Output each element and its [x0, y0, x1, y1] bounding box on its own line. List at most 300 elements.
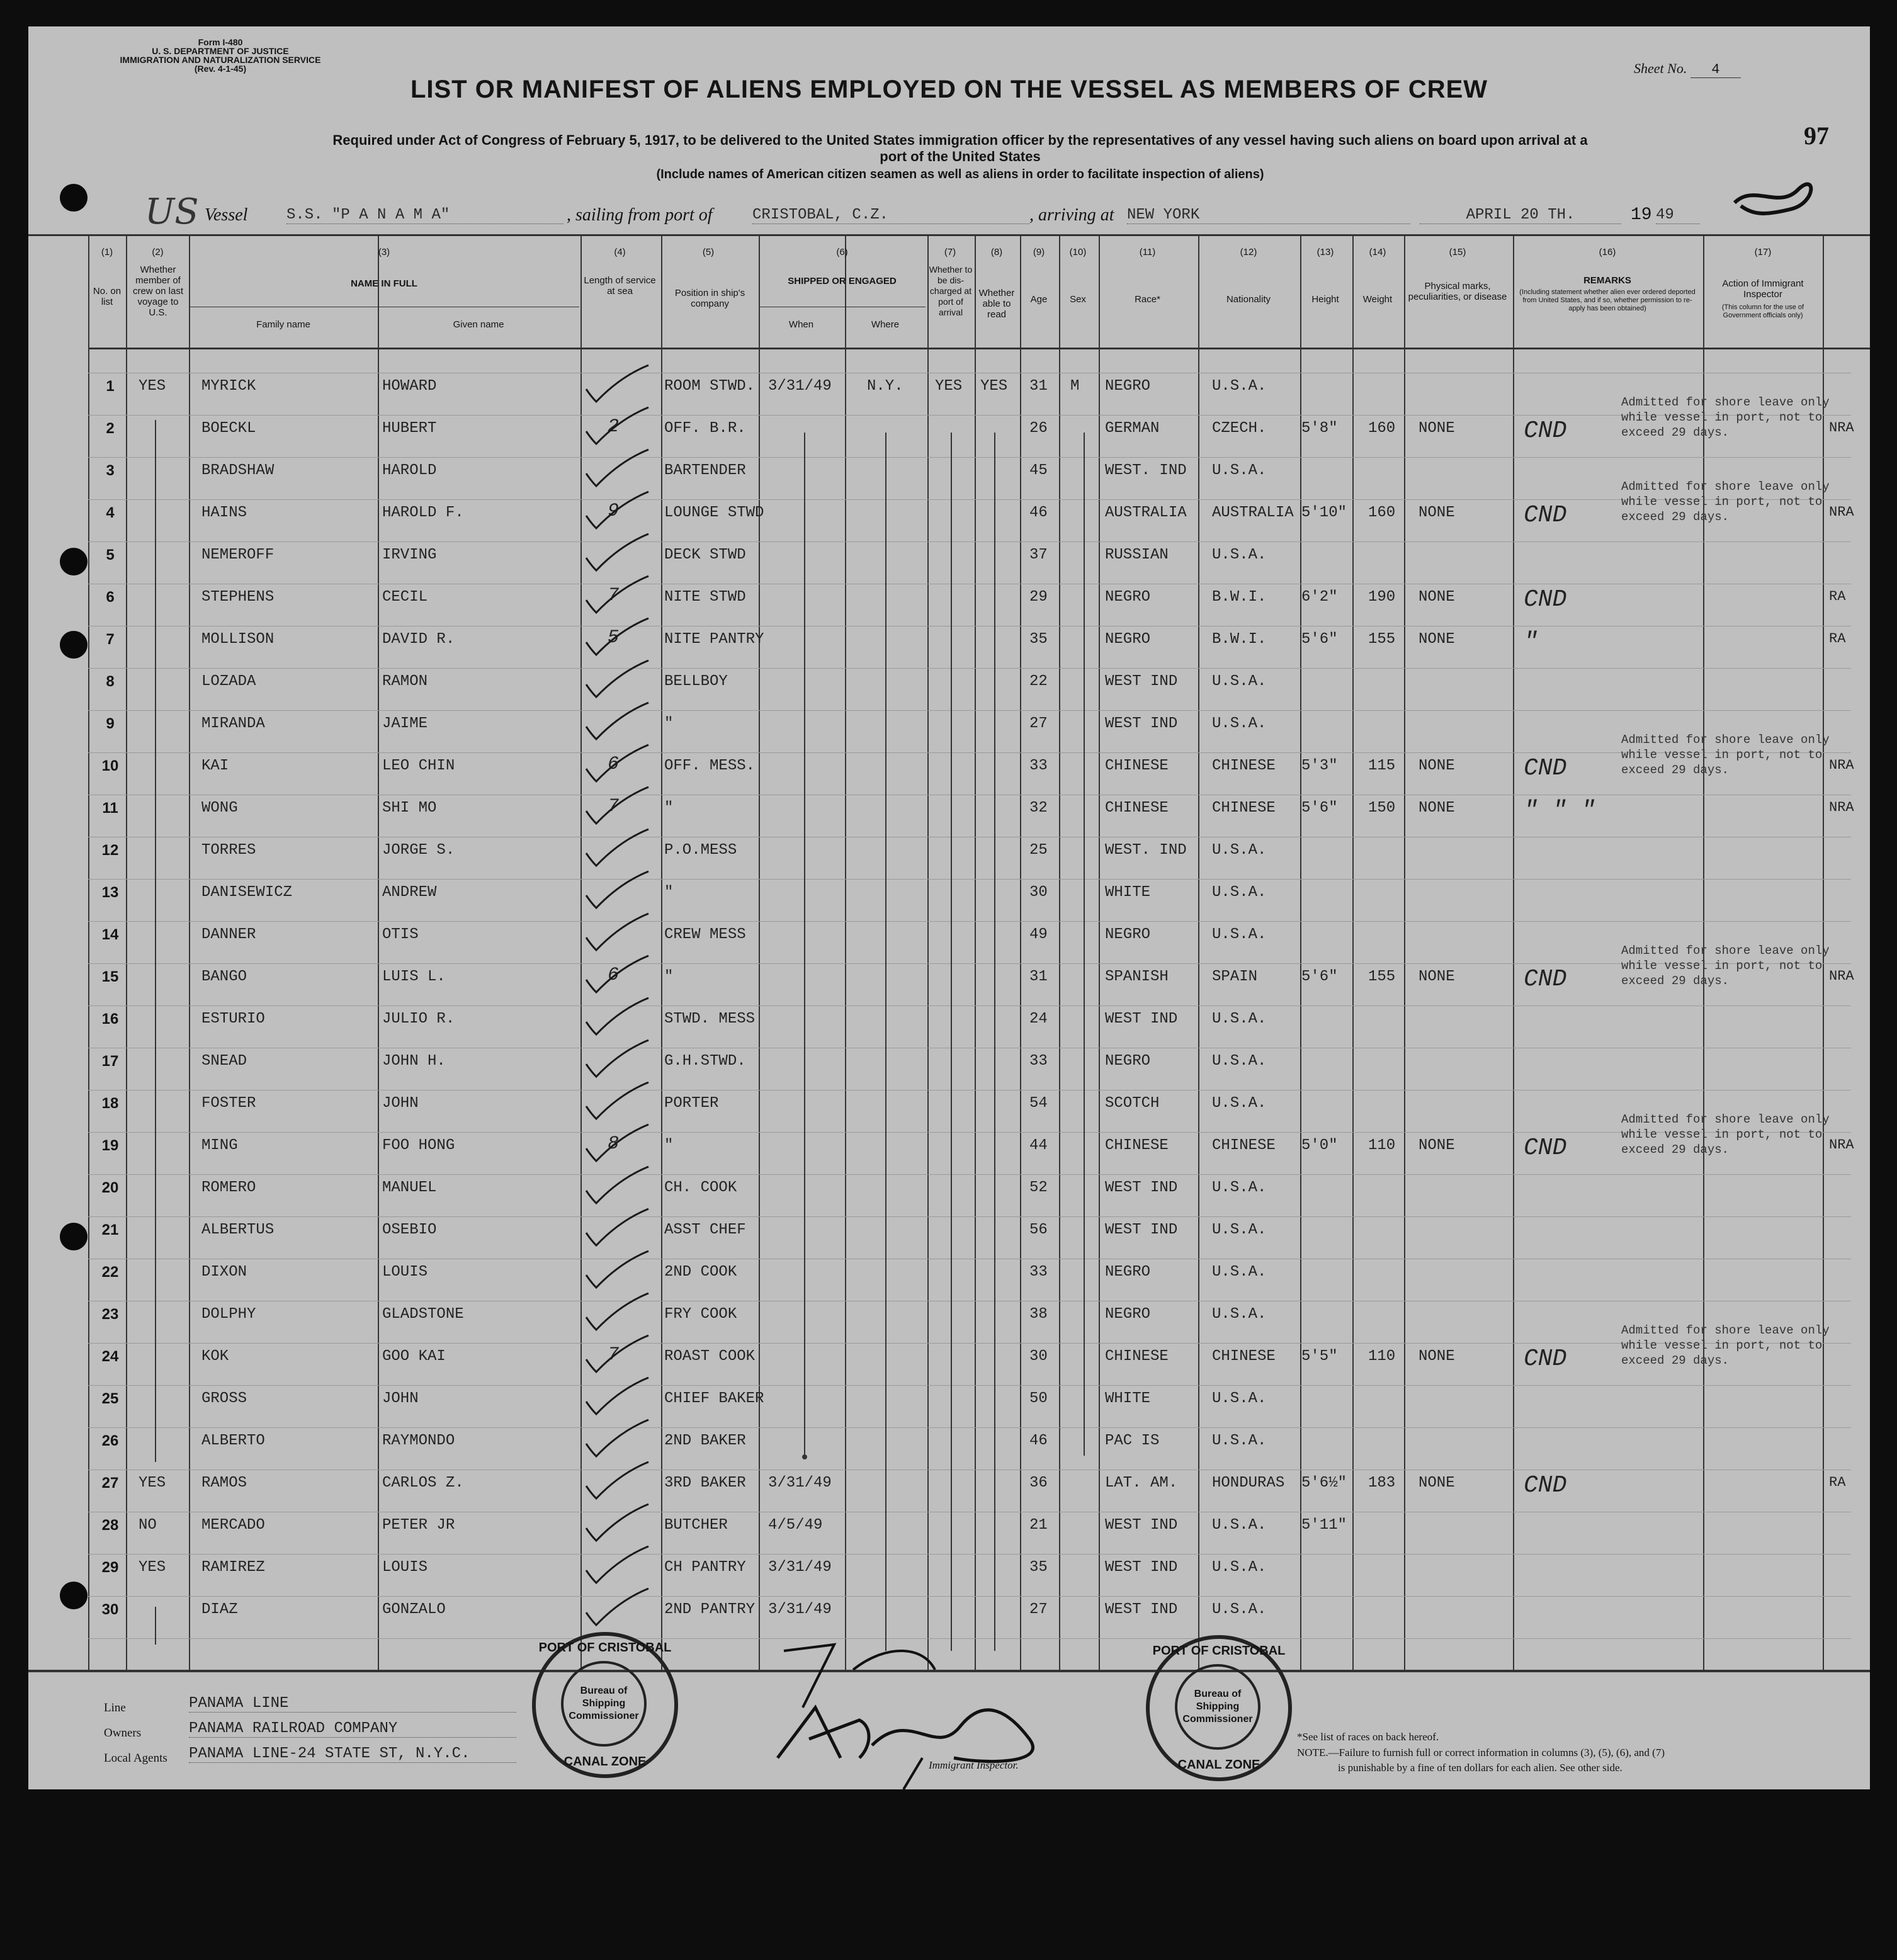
- cell-family: DIAZ: [201, 1601, 238, 1618]
- agents-value: PANAMA LINE-24 STATE ST, N.Y.C.: [189, 1745, 516, 1763]
- cell-race: RUSSIAN: [1105, 547, 1169, 564]
- cell-family: TORRES: [201, 842, 256, 859]
- col-num-15: (15): [1449, 247, 1466, 258]
- cell-family: DANNER: [201, 926, 256, 943]
- cell-race: NEGRO: [1105, 1264, 1151, 1281]
- ditto-lines: [28, 26, 1870, 1789]
- cell-age: 52: [1029, 1179, 1048, 1196]
- cell-given: ANDREW: [382, 884, 437, 901]
- cell-family: NEMEROFF: [201, 547, 275, 564]
- cell-no: 17: [101, 1053, 119, 1070]
- cell-sex: M: [1070, 378, 1080, 395]
- cell-position: ": [664, 884, 674, 901]
- cell-race: WEST IND: [1105, 1559, 1178, 1576]
- cell-family: MERCADO: [201, 1517, 265, 1534]
- stamp-ring-bottom: CANAL ZONE: [563, 1755, 647, 1769]
- cell-nationality: U.S.A.: [1212, 1390, 1267, 1407]
- cell-family: BANGO: [201, 968, 247, 985]
- cell-given: RAMON: [382, 673, 428, 690]
- cell-no: 18: [101, 1095, 119, 1112]
- cell-given: GOO KAI: [382, 1348, 446, 1365]
- cell-race: WEST IND: [1105, 1011, 1178, 1028]
- cell-given: HAROLD F.: [382, 504, 464, 521]
- cell-last-voyage: NO: [139, 1517, 157, 1534]
- cell-remark-note: Admitted for shore leave only while vessel in port, not to exceed 29 days.: [1621, 480, 1830, 524]
- cell-action: RA: [1829, 1475, 1846, 1490]
- cell-marks: NONE: [1419, 1348, 1455, 1365]
- col-head-remarks: REMARKS: [1583, 275, 1631, 286]
- cell-age: 33: [1029, 1264, 1048, 1281]
- cell-given: JOHN: [382, 1390, 419, 1407]
- col-head-remarks-note: (Including statement whether alien ever ordered deported from United States, and if so, whether permission to re-apply has been obtained): [1519, 288, 1696, 312]
- cell-service: 5: [608, 627, 620, 649]
- cell-family: ALBERTO: [201, 1432, 265, 1449]
- cell-nationality: U.S.A.: [1212, 715, 1267, 732]
- cell-no: 15: [101, 968, 119, 985]
- cell-family: DANISEWICZ: [201, 884, 293, 901]
- revision-date: (Rev. 4-1-45): [194, 64, 247, 74]
- cell-service: 7: [608, 1344, 620, 1366]
- cell-when: 3/31/49: [768, 1601, 832, 1618]
- cell-position: 3RD BAKER: [664, 1475, 746, 1492]
- cell-no: 23: [101, 1306, 119, 1323]
- cell-no: 27: [101, 1475, 119, 1492]
- cell-nationality: U.S.A.: [1212, 1053, 1267, 1070]
- cell-family: ESTURIO: [201, 1011, 265, 1028]
- cell-given: CARLOS Z.: [382, 1475, 464, 1492]
- cell-no: 13: [101, 884, 119, 901]
- cell-race: NEGRO: [1105, 1306, 1151, 1323]
- cell-weight: 150: [1368, 800, 1396, 817]
- cell-height: 5'6": [1301, 631, 1338, 648]
- cell-family: KOK: [201, 1348, 229, 1365]
- cell-position: ROAST COOK: [664, 1348, 756, 1365]
- col-head-read: Whether able to read: [978, 288, 1015, 320]
- cell-family: WONG: [201, 800, 238, 817]
- col-head-given: Given name: [453, 319, 504, 330]
- cell-age: 35: [1029, 631, 1048, 648]
- cell-remark-handwritten: CND: [1524, 502, 1567, 529]
- cell-given: JULIO R.: [382, 1011, 455, 1028]
- cell-age: 36: [1029, 1475, 1048, 1492]
- cell-race: SPANISH: [1105, 968, 1169, 985]
- cell-family: ROMERO: [201, 1179, 256, 1196]
- cell-no: 16: [101, 1011, 119, 1028]
- cell-no: 7: [106, 631, 115, 648]
- cell-no: 5: [106, 547, 115, 564]
- cell-remark-handwritten: CND: [1524, 586, 1567, 613]
- col-num-9: (9): [1033, 247, 1045, 258]
- cell-nationality: U.S.A.: [1212, 884, 1267, 901]
- stamp-center: Bureau of Shipping Commissioner: [561, 1661, 647, 1747]
- col-num-12: (12): [1240, 247, 1257, 258]
- cell-remark-note: Admitted for shore leave only while vessel in port, not to exceed 29 days.: [1621, 1323, 1830, 1368]
- year-prefix: 19: [1631, 205, 1652, 225]
- cell-race: WEST IND: [1105, 1601, 1178, 1618]
- cell-height: 5'6": [1301, 968, 1338, 985]
- cell-position: OFF. B.R.: [664, 420, 746, 437]
- cell-height: 5'5": [1301, 1348, 1338, 1365]
- cell-race: NEGRO: [1105, 378, 1151, 395]
- cell-nationality: B.W.I.: [1212, 631, 1267, 648]
- cell-no: 4: [106, 504, 115, 521]
- cell-age: 29: [1029, 589, 1048, 606]
- cell-remark-note: Admitted for shore leave only while vessel in port, not to exceed 29 days.: [1621, 1113, 1830, 1157]
- cell-nationality: U.S.A.: [1212, 462, 1267, 479]
- cell-nationality: HONDURAS: [1212, 1475, 1285, 1492]
- cell-action: RA: [1829, 631, 1846, 647]
- cell-action: NRA: [1829, 420, 1854, 436]
- cell-age: 33: [1029, 1053, 1048, 1070]
- stamp-ring-top: PORT OF CRISTOBAL: [1152, 1644, 1286, 1658]
- col-head-where: Where: [871, 319, 900, 330]
- cell-remark-handwritten: CND: [1524, 1472, 1567, 1499]
- cell-nationality: U.S.A.: [1212, 378, 1267, 395]
- cell-position: ": [664, 968, 674, 985]
- cell-position: P.O.MESS: [664, 842, 737, 859]
- col-head-no: No. on list: [93, 286, 122, 307]
- cell-race: LAT. AM.: [1105, 1475, 1178, 1492]
- cell-height: 5'10": [1301, 504, 1347, 521]
- subtitle-line-1: Required under Act of Congress of February 5, 1917, to be delivered to the United States immigration officer by the representatives of any vessel having such aliens on board upon arrival at a: [332, 132, 1588, 148]
- cell-no: 10: [101, 757, 119, 774]
- cell-age: 54: [1029, 1095, 1048, 1112]
- cell-age: 22: [1029, 673, 1048, 690]
- col-num-17: (17): [1754, 247, 1772, 258]
- cell-no: 8: [106, 673, 115, 690]
- cell-marks: NONE: [1419, 1475, 1455, 1492]
- cell-nationality: SPAIN: [1212, 968, 1258, 985]
- cell-given: CECIL: [382, 589, 428, 606]
- cell-nationality: CHINESE: [1212, 757, 1276, 774]
- cell-service: 2: [608, 416, 620, 438]
- subtitle-line-3: (Include names of American citizen seamen as well as aliens in order to facilitate inspection of aliens): [656, 167, 1264, 181]
- cell-race: CHINESE: [1105, 1137, 1169, 1154]
- cell-given: LOUIS: [382, 1264, 428, 1281]
- cell-nationality: CHINESE: [1212, 800, 1276, 817]
- cell-age: 25: [1029, 842, 1048, 859]
- cell-no: 24: [101, 1348, 119, 1365]
- cell-family: KAI: [201, 757, 229, 774]
- col-head-action: Action of Immigrant Inspector: [1722, 278, 1804, 300]
- cell-race: WEST. IND: [1105, 462, 1187, 479]
- manifest-sheet: [28, 26, 1870, 1789]
- cell-age: 45: [1029, 462, 1048, 479]
- cell-no: 22: [101, 1264, 119, 1281]
- col-head-position: Position in ship's company: [674, 288, 745, 309]
- vessel-label: Vessel: [205, 205, 248, 225]
- cell-weight: 183: [1368, 1475, 1396, 1492]
- col-head-discharged: Whether to be dis-charged at port of arrival: [929, 264, 973, 317]
- cell-race: NEGRO: [1105, 926, 1151, 943]
- cell-given: FOO HONG: [382, 1137, 455, 1154]
- col-num-8: (8): [990, 247, 1003, 258]
- fine-note-2: is punishable by a fine of ten dollars for each alien. See other side.: [1338, 1762, 1622, 1774]
- cell-age: 30: [1029, 1348, 1048, 1365]
- cell-age: 21: [1029, 1517, 1048, 1534]
- cell-family: HAINS: [201, 504, 247, 521]
- col-num-7: (7): [944, 247, 956, 258]
- cell-position: 2ND COOK: [664, 1264, 737, 1281]
- cell-nationality: U.S.A.: [1212, 1432, 1267, 1449]
- cell-height: 5'3": [1301, 757, 1338, 774]
- cell-no: 21: [101, 1221, 119, 1238]
- cell-weight: 160: [1368, 420, 1396, 437]
- cell-nationality: U.S.A.: [1212, 1517, 1267, 1534]
- cell-no: 29: [101, 1559, 119, 1576]
- cell-given: JOHN: [382, 1095, 419, 1112]
- cell-nationality: U.S.A.: [1212, 1559, 1267, 1576]
- cell-given: JOHN H.: [382, 1053, 446, 1070]
- cell-position: OFF. MESS.: [664, 757, 756, 774]
- cell-age: 31: [1029, 378, 1048, 395]
- cell-family: LOZADA: [201, 673, 256, 690]
- department-name: U. S. DEPARTMENT OF JUSTICE: [152, 46, 289, 56]
- cell-action: NRA: [1829, 968, 1854, 984]
- cell-weight: 160: [1368, 504, 1396, 521]
- cell-family: MIRANDA: [201, 715, 265, 732]
- cell-age: 49: [1029, 926, 1048, 943]
- cell-marks: NONE: [1419, 757, 1455, 774]
- cell-action: RA: [1829, 589, 1846, 604]
- line-value: PANAMA LINE: [189, 1695, 516, 1713]
- cell-position: NITE STWD: [664, 589, 746, 606]
- cell-last-voyage: YES: [139, 1559, 166, 1576]
- cell-age: 31: [1029, 968, 1048, 985]
- cell-nationality: U.S.A.: [1212, 1011, 1267, 1028]
- agents-label: Local Agents: [104, 1752, 167, 1765]
- cell-position: CREW MESS: [664, 926, 746, 943]
- cell-family: MING: [201, 1137, 238, 1154]
- cell-age: 56: [1029, 1221, 1048, 1238]
- cell-family: DOLPHY: [201, 1306, 256, 1323]
- cell-action: NRA: [1829, 757, 1854, 773]
- service-name: IMMIGRATION AND NATURALIZATION SERVICE: [120, 55, 321, 65]
- cell-service: 9: [608, 501, 620, 522]
- cell-height: 5'8": [1301, 420, 1338, 437]
- cell-nationality: U.S.A.: [1212, 1221, 1267, 1238]
- cell-age: 24: [1029, 1011, 1048, 1028]
- cell-family: RAMOS: [201, 1475, 247, 1492]
- port-stamp-left: [532, 1632, 678, 1778]
- col-head-race: Race*: [1135, 294, 1160, 305]
- col-head-height: Height: [1311, 294, 1339, 305]
- cell-age: 26: [1029, 420, 1048, 437]
- cell-weight: 155: [1368, 631, 1396, 648]
- cell-remark-handwritten: CND: [1524, 966, 1567, 993]
- cell-height: 5'6": [1301, 800, 1338, 817]
- cell-given: RAYMONDO: [382, 1432, 455, 1449]
- cell-service: 8: [608, 1133, 620, 1155]
- cell-race: WEST IND: [1105, 1221, 1178, 1238]
- arriving-port: NEW YORK: [1127, 207, 1410, 224]
- col-num-2: (2): [152, 247, 164, 258]
- cell-given: OSEBIO: [382, 1221, 437, 1238]
- sheet-number-label: Sheet No.: [1634, 60, 1687, 76]
- cell-no: 1: [106, 378, 115, 395]
- col-num-1: (1): [101, 247, 113, 258]
- cell-service: 7: [608, 585, 620, 606]
- cell-position: STWD. MESS: [664, 1011, 756, 1028]
- cell-race: WEST IND: [1105, 1179, 1178, 1196]
- cell-given: SHI MO: [382, 800, 437, 817]
- cell-position: ": [664, 800, 674, 817]
- cell-nationality: CHINESE: [1212, 1137, 1276, 1154]
- cell-position: CH PANTRY: [664, 1559, 746, 1576]
- stamp-ring-bottom: CANAL ZONE: [1177, 1758, 1260, 1772]
- cell-position: ": [664, 1137, 674, 1154]
- cell-height: 6'2": [1301, 589, 1338, 606]
- cell-age: 32: [1029, 800, 1048, 817]
- cell-action: NRA: [1829, 1137, 1854, 1153]
- cell-family: ALBERTUS: [201, 1221, 275, 1238]
- cell-given: MANUEL: [382, 1179, 437, 1196]
- cell-position: CH. COOK: [664, 1179, 737, 1196]
- cell-last-voyage: YES: [139, 1475, 166, 1492]
- cell-no: 25: [101, 1390, 119, 1407]
- cell-race: CHINESE: [1105, 757, 1169, 774]
- cell-position: FRY COOK: [664, 1306, 737, 1323]
- col-num-5: (5): [702, 247, 715, 258]
- col-head-last-voyage: Whether member of crew on last voyage to U.S.: [132, 264, 184, 318]
- cell-nationality: B.W.I.: [1212, 589, 1267, 606]
- col-head-nationality: Nationality: [1226, 294, 1271, 305]
- year-suffix: 49: [1656, 207, 1700, 224]
- cell-given: HOWARD: [382, 378, 437, 395]
- cell-family: MYRICK: [201, 378, 256, 395]
- cell-age: 46: [1029, 1432, 1048, 1449]
- page-number: 97: [1804, 122, 1829, 150]
- cell-given: HUBERT: [382, 420, 437, 437]
- cell-position: G.H.STWD.: [664, 1053, 746, 1070]
- col-head-name: NAME IN FULL: [351, 278, 417, 289]
- sheet-number-value: 4: [1690, 62, 1741, 78]
- cell-nationality: AUSTRALIA: [1212, 504, 1294, 521]
- cell-remark-note: Admitted for shore leave only while vessel in port, not to exceed 29 days.: [1621, 395, 1830, 439]
- cell-service: 6: [608, 965, 620, 986]
- cell-no: 2: [106, 420, 115, 437]
- cell-position: NITE PANTRY: [664, 631, 764, 648]
- cell-remark-note: Admitted for shore leave only while vessel in port, not to exceed 29 days.: [1621, 944, 1830, 988]
- cell-no: 26: [101, 1432, 119, 1449]
- cell-service: 6: [608, 754, 620, 775]
- cell-discharged: YES: [935, 378, 963, 395]
- cell-no: 3: [106, 462, 115, 479]
- cell-family: MOLLISON: [201, 631, 275, 648]
- cell-weight: 115: [1368, 757, 1396, 774]
- cell-position: PORTER: [664, 1095, 719, 1112]
- cell-race: NEGRO: [1105, 589, 1151, 606]
- cell-position: DECK STWD: [664, 547, 746, 564]
- cell-nationality: U.S.A.: [1212, 926, 1267, 943]
- vessel-name: S.S. "P A N A M A": [286, 207, 563, 224]
- cell-remark-handwritten: CND: [1524, 417, 1567, 445]
- cell-weight: 110: [1368, 1137, 1396, 1154]
- cell-nationality: U.S.A.: [1212, 1601, 1267, 1618]
- cell-action: NRA: [1829, 800, 1854, 815]
- col-head-action-note: (This column for the use of Government officials only): [1721, 303, 1804, 319]
- cell-given: LOUIS: [382, 1559, 428, 1576]
- cell-no: 6: [106, 589, 115, 606]
- cell-remark-handwritten: CND: [1524, 1135, 1567, 1162]
- cell-age: 30: [1029, 884, 1048, 901]
- cell-nationality: U.S.A.: [1212, 842, 1267, 859]
- cell-position: BUTCHER: [664, 1517, 728, 1534]
- cell-read: YES: [980, 378, 1008, 395]
- cell-weight: 110: [1368, 1348, 1396, 1365]
- cell-marks: NONE: [1419, 1137, 1455, 1154]
- cell-given: GLADSTONE: [382, 1306, 464, 1323]
- cell-age: 35: [1029, 1559, 1048, 1576]
- cell-when: 4/5/49: [768, 1517, 823, 1534]
- cell-where: N.Y.: [867, 378, 903, 395]
- line-label: Line: [104, 1701, 126, 1714]
- col-head-family: Family name: [256, 319, 310, 330]
- cell-when: 3/31/49: [768, 1475, 832, 1492]
- cell-no: 14: [101, 926, 119, 943]
- col-head-shipped: SHIPPED OR ENGAGED: [788, 276, 897, 286]
- cell-no: 11: [102, 800, 118, 817]
- subtitle-line-2: port of the United States: [880, 149, 1041, 164]
- arriving-label: , arriving at: [1029, 205, 1114, 225]
- col-num-6: (6): [836, 247, 848, 258]
- vessel-prefix: US: [145, 191, 199, 232]
- cell-race: WEST IND: [1105, 1517, 1178, 1534]
- cell-family: FOSTER: [201, 1095, 256, 1112]
- cell-family: BOECKL: [201, 420, 256, 437]
- cell-remark-handwritten: CND: [1524, 755, 1567, 782]
- cell-family: SNEAD: [201, 1053, 247, 1070]
- col-num-13: (13): [1317, 247, 1334, 258]
- cell-given: IRVING: [382, 547, 437, 564]
- cell-height: 5'6½": [1301, 1475, 1347, 1492]
- cell-age: 46: [1029, 504, 1048, 521]
- stamp-center: Bureau of Shipping Commissioner: [1175, 1664, 1260, 1750]
- cell-age: 38: [1029, 1306, 1048, 1323]
- cell-nationality: U.S.A.: [1212, 673, 1267, 690]
- cell-nationality: U.S.A.: [1212, 547, 1267, 564]
- cell-age: 44: [1029, 1137, 1048, 1154]
- cell-age: 33: [1029, 757, 1048, 774]
- port-stamp-right: [1146, 1635, 1292, 1781]
- cell-nationality: CZECH.: [1212, 420, 1267, 437]
- cell-race: NEGRO: [1105, 1053, 1151, 1070]
- cell-weight: 155: [1368, 968, 1396, 985]
- cell-no: 30: [101, 1601, 119, 1618]
- cell-race: PAC IS: [1105, 1432, 1160, 1449]
- col-num-11: (11): [1139, 247, 1156, 258]
- cell-race: GERMAN: [1105, 420, 1160, 437]
- col-head-when: When: [788, 319, 814, 330]
- page-title: LIST OR MANIFEST OF ALIENS EMPLOYED ON THE VESSEL AS MEMBERS OF CREW: [410, 76, 1488, 103]
- cell-no: 19: [101, 1137, 119, 1154]
- cell-family: DIXON: [201, 1264, 247, 1281]
- arrival-date: APRIL 20 TH.: [1420, 207, 1621, 224]
- cell-marks: NONE: [1419, 631, 1455, 648]
- cell-no: 12: [101, 842, 119, 859]
- cell-position: LOUNGE STWD: [664, 504, 764, 521]
- cell-given: PETER JR: [382, 1517, 455, 1534]
- cell-family: BRADSHAW: [201, 462, 275, 479]
- cell-weight: 190: [1368, 589, 1396, 606]
- cell-marks: NONE: [1419, 800, 1455, 817]
- col-num-3: (3): [378, 247, 390, 258]
- races-note: *See list of races on back hereof.: [1297, 1731, 1439, 1743]
- cell-nationality: U.S.A.: [1212, 1306, 1267, 1323]
- col-num-10: (10): [1069, 247, 1087, 258]
- cell-position: BELLBOY: [664, 673, 728, 690]
- cell-race: CHINESE: [1105, 1348, 1169, 1365]
